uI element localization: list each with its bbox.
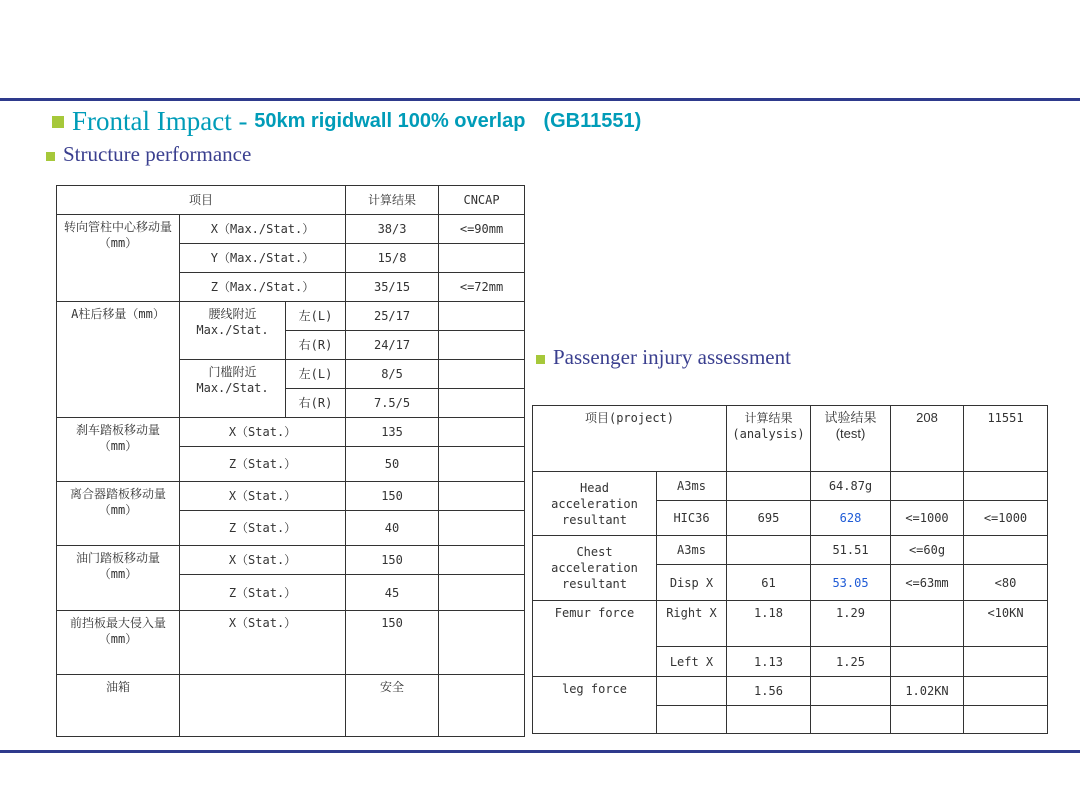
side-label: 左(L) <box>286 302 346 331</box>
limit-208-cell <box>891 601 964 647</box>
table-row <box>533 536 1048 565</box>
cncap-cell <box>439 482 525 511</box>
axis-cell: X（Stat.） <box>180 546 346 575</box>
result-cell: 35/15 <box>346 273 439 302</box>
top-rule <box>0 98 1080 101</box>
table-row <box>533 601 1048 647</box>
result-cell: 8/5 <box>346 360 439 389</box>
limit-208-cell: <=60g <box>891 536 964 565</box>
head-label: Head acceleration resultant <box>533 472 657 536</box>
limit-208-cell: <=63mm <box>891 565 964 601</box>
square-bullet-icon <box>536 355 545 364</box>
cncap-cell <box>439 244 525 273</box>
metric-cell <box>657 677 727 706</box>
table-row <box>57 675 525 737</box>
test-cell: 1.25 <box>811 647 891 677</box>
result-cell: 135 <box>346 418 439 447</box>
structure-performance-table <box>56 185 525 737</box>
header-test: 试验结果(test) <box>811 406 891 472</box>
limit-11551-cell <box>964 677 1048 706</box>
result-cell: 安全 <box>346 675 439 737</box>
cncap-cell <box>439 418 525 447</box>
waist-label: 腰线附近 Max./Stat. <box>180 302 286 360</box>
cncap-cell <box>439 447 525 482</box>
cncap-cell <box>439 389 525 418</box>
title-main: 50km rigidwall 100% overlap <box>254 110 526 132</box>
axis-cell: X（Max./Stat.） <box>180 215 346 244</box>
analysis-cell: 695 <box>727 501 811 536</box>
sill-label: 门槛附近 Max./Stat. <box>180 360 286 418</box>
header-result: 计算结果 <box>346 186 439 215</box>
header-cncap: CNCAP <box>439 186 525 215</box>
side-label: 右(R) <box>286 389 346 418</box>
axis-cell: Z（Stat.） <box>180 575 346 611</box>
analysis-cell <box>727 472 811 501</box>
limit-208-cell <box>891 472 964 501</box>
table-row <box>533 472 1048 501</box>
result-cell: 150 <box>346 611 439 675</box>
header-208: 208 <box>891 406 964 472</box>
throttle-label: 油门踏板移动量（mm） <box>57 546 180 611</box>
table-row <box>57 215 525 244</box>
metric-cell: A3ms <box>657 536 727 565</box>
cncap-cell: <=72mm <box>439 273 525 302</box>
result-cell: 40 <box>346 511 439 546</box>
leg-label: leg force <box>533 677 657 734</box>
limit-208-cell: 1.02KN <box>891 677 964 706</box>
limit-208-cell <box>891 647 964 677</box>
axis-cell: X（Stat.） <box>180 611 346 675</box>
title-prefix: Frontal Impact - <box>72 106 255 136</box>
table-row <box>57 546 525 575</box>
test-cell <box>811 677 891 706</box>
result-cell: 15/8 <box>346 244 439 273</box>
result-cell: 50 <box>346 447 439 482</box>
header-project: 项目(project) <box>533 406 727 472</box>
square-bullet-icon <box>46 152 55 161</box>
result-cell: 150 <box>346 546 439 575</box>
table-row <box>57 302 525 331</box>
metric-cell <box>657 706 727 734</box>
metric-cell: HIC36 <box>657 501 727 536</box>
a-pillar-label: A柱后移量（mm） <box>57 302 180 418</box>
bottom-rule <box>0 750 1080 753</box>
table-header-row <box>533 406 1048 472</box>
steering-label: 转向管柱中心移动量（mm） <box>57 215 180 302</box>
test-cell: 51.51 <box>811 536 891 565</box>
limit-11551-cell <box>964 472 1048 501</box>
metric-cell: Left X <box>657 647 727 677</box>
passenger-injury-table <box>532 405 1048 734</box>
limit-11551-cell: <10KN <box>964 601 1048 647</box>
metric-cell: A3ms <box>657 472 727 501</box>
chest-label: Chest acceleration resultant <box>533 536 657 601</box>
header-item: 项目 <box>57 186 346 215</box>
metric-cell: Right X <box>657 601 727 647</box>
analysis-cell: 1.18 <box>727 601 811 647</box>
axis-cell <box>180 675 346 737</box>
table-row <box>57 418 525 447</box>
test-cell: 1.29 <box>811 601 891 647</box>
cncap-cell <box>439 611 525 675</box>
axis-cell: X（Stat.） <box>180 482 346 511</box>
analysis-cell: 1.56 <box>727 677 811 706</box>
header-analysis: 计算结果(analysis) <box>727 406 811 472</box>
result-cell: 38/3 <box>346 215 439 244</box>
axis-cell: Z（Stat.） <box>180 447 346 482</box>
analysis-cell <box>727 536 811 565</box>
cncap-cell <box>439 360 525 389</box>
test-cell <box>811 706 891 734</box>
result-cell: 24/17 <box>346 331 439 360</box>
table-row <box>57 611 525 675</box>
cncap-cell <box>439 331 525 360</box>
table-row <box>57 482 525 511</box>
result-cell: 150 <box>346 482 439 511</box>
cncap-cell <box>439 511 525 546</box>
side-label: 右(R) <box>286 331 346 360</box>
result-cell: 25/17 <box>346 302 439 331</box>
table-header-row <box>57 186 525 215</box>
axis-cell: Z（Stat.） <box>180 511 346 546</box>
analysis-cell <box>727 706 811 734</box>
femur-label: Femur force <box>533 601 657 677</box>
limit-11551-cell <box>964 536 1048 565</box>
limit-11551-cell: <80 <box>964 565 1048 601</box>
test-cell: 53.05 <box>811 565 891 601</box>
brake-label: 刹车踏板移动量（mm） <box>57 418 180 482</box>
header-11551: 11551 <box>964 406 1048 472</box>
result-cell: 7.5/5 <box>346 389 439 418</box>
analysis-cell: 61 <box>727 565 811 601</box>
limit-208-cell <box>891 706 964 734</box>
limit-11551-cell <box>964 647 1048 677</box>
table-row <box>533 677 1048 706</box>
cncap-cell <box>439 302 525 331</box>
title-standard: (GB11551) <box>543 110 642 132</box>
test-cell: 64.87g <box>811 472 891 501</box>
cncap-cell <box>439 675 525 737</box>
test-cell: 628 <box>811 501 891 536</box>
tank-label: 油箱 <box>57 675 180 737</box>
result-cell: 45 <box>346 575 439 611</box>
metric-cell: Disp X <box>657 565 727 601</box>
injury-subtitle: Passenger injury assessment <box>536 345 791 370</box>
limit-11551-cell: <=1000 <box>964 501 1048 536</box>
page-title <box>52 106 641 137</box>
cncap-cell <box>439 575 525 611</box>
square-bullet-icon <box>52 116 64 128</box>
side-label: 左(L) <box>286 360 346 389</box>
axis-cell: Y（Max./Stat.） <box>180 244 346 273</box>
cncap-cell <box>439 546 525 575</box>
cncap-cell: <=90mm <box>439 215 525 244</box>
limit-208-cell: <=1000 <box>891 501 964 536</box>
clutch-label: 离合器踏板移动量（mm） <box>57 482 180 546</box>
analysis-cell: 1.13 <box>727 647 811 677</box>
structure-subtitle: Structure performance <box>46 142 251 167</box>
dash-label: 前挡板最大侵入量（mm） <box>57 611 180 675</box>
axis-cell: Z（Max./Stat.） <box>180 273 346 302</box>
limit-11551-cell <box>964 706 1048 734</box>
axis-cell: X（Stat.） <box>180 418 346 447</box>
